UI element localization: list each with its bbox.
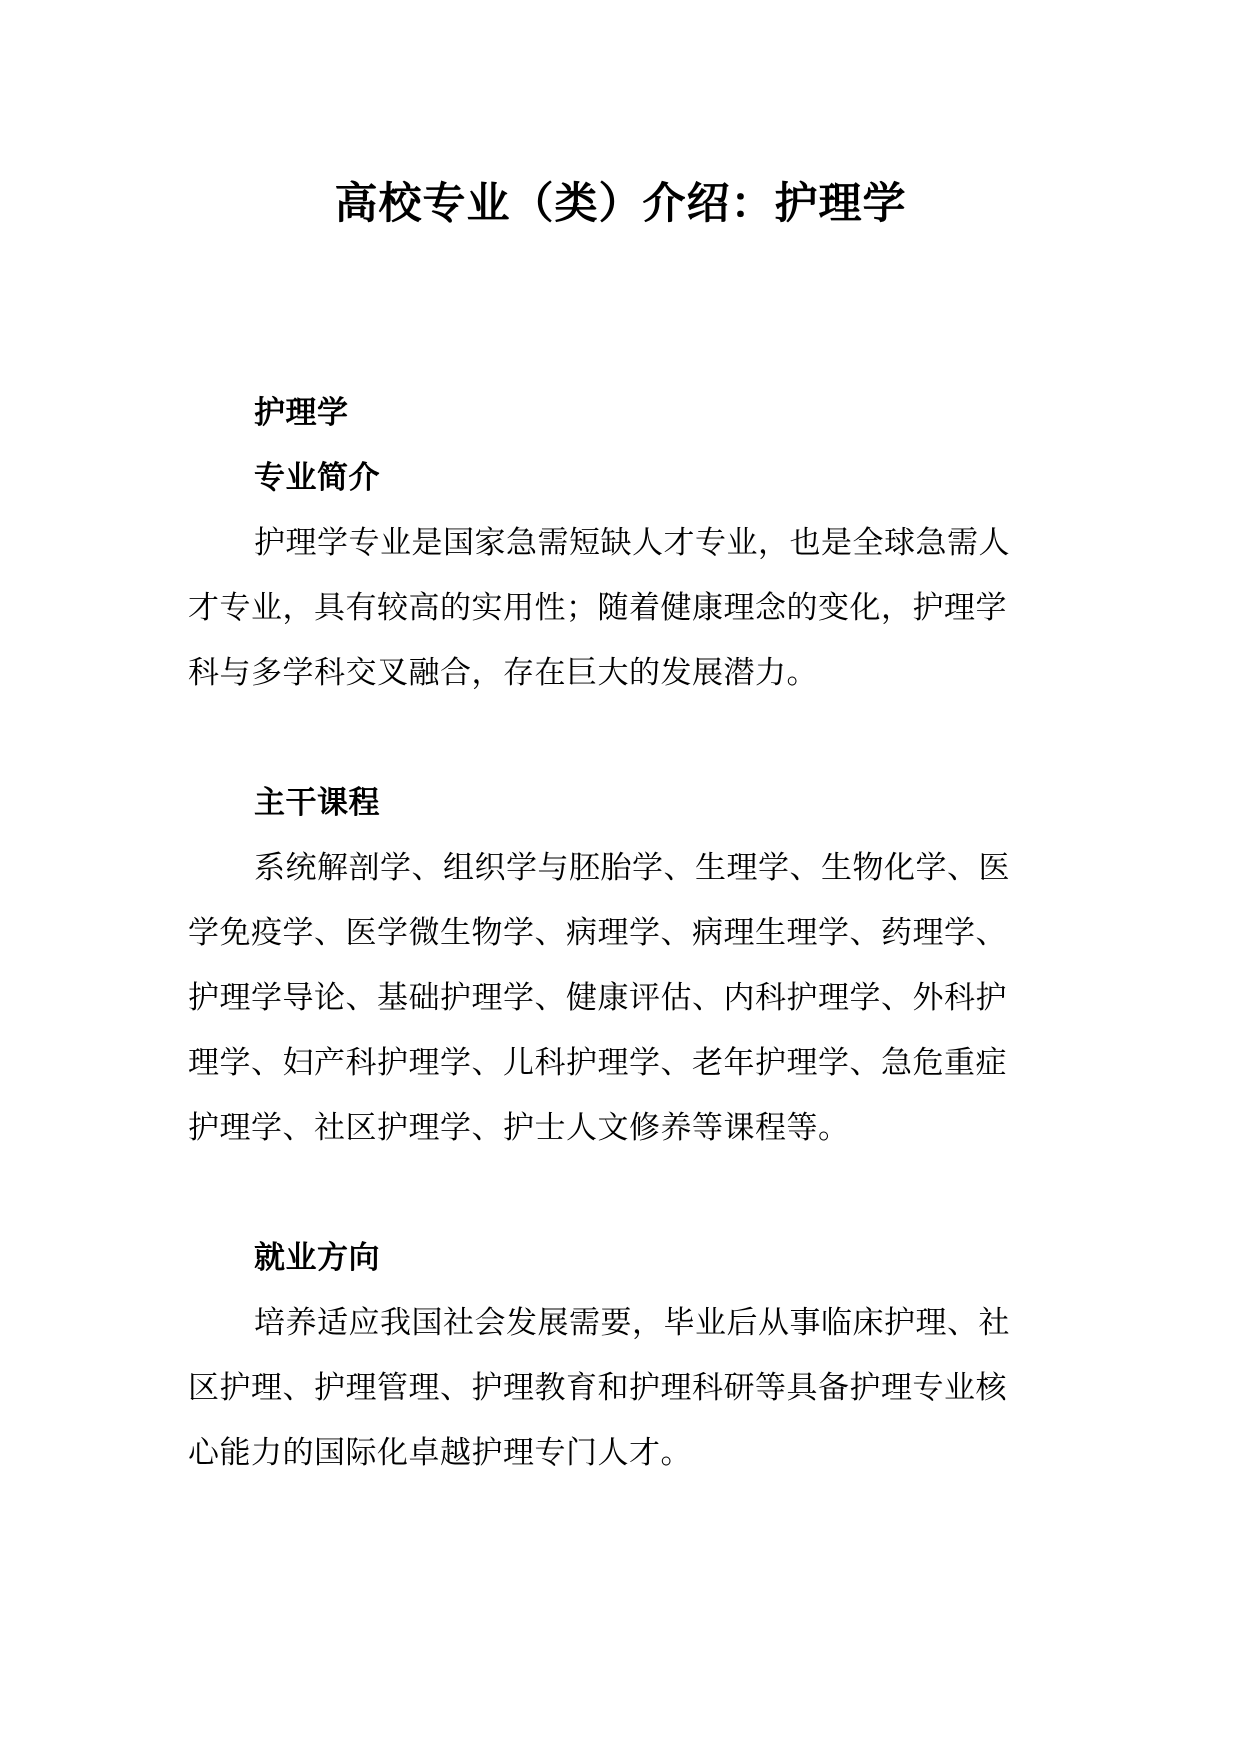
major-name-heading: 护理学 — [254, 395, 349, 431]
paragraph-line: 区护理、护理管理、护理教育和护理科研等具备护理专业核 — [188, 1370, 1007, 1406]
paragraph-line: 系统解剖学、组织学与胚胎学、生理学、生物化学、医 — [254, 850, 1010, 886]
paragraph-line: 理学、妇产科护理学、儿科护理学、老年护理学、急危重症 — [188, 1045, 1007, 1081]
section-heading-career: 就业方向 — [254, 1240, 380, 1276]
paragraph-line: 才专业，具有较高的实用性；随着健康理念的变化，护理学 — [188, 590, 1007, 626]
section-heading-intro: 专业简介 — [254, 460, 380, 496]
paragraph-line: 护理学、社区护理学、护士人文修养等课程等。 — [188, 1110, 850, 1146]
paragraph-line: 培养适应我国社会发展需要，毕业后从事临床护理、社 — [254, 1305, 1010, 1341]
paragraph-line: 心能力的国际化卓越护理专门人才。 — [188, 1435, 692, 1471]
document-title: 高校专业（类）介绍：护理学 — [334, 179, 907, 229]
paragraph-line: 护理学专业是国家急需短缺人才专业，也是全球急需人 — [254, 525, 1010, 561]
section-heading-courses: 主干课程 — [254, 785, 380, 821]
paragraph-line: 学免疫学、医学微生物学、病理学、病理生理学、药理学、 — [188, 915, 1007, 951]
paragraph-line: 护理学导论、基础护理学、健康评估、内科护理学、外科护 — [188, 980, 1007, 1016]
paragraph-line: 科与多学科交叉融合，存在巨大的发展潜力。 — [188, 655, 818, 691]
